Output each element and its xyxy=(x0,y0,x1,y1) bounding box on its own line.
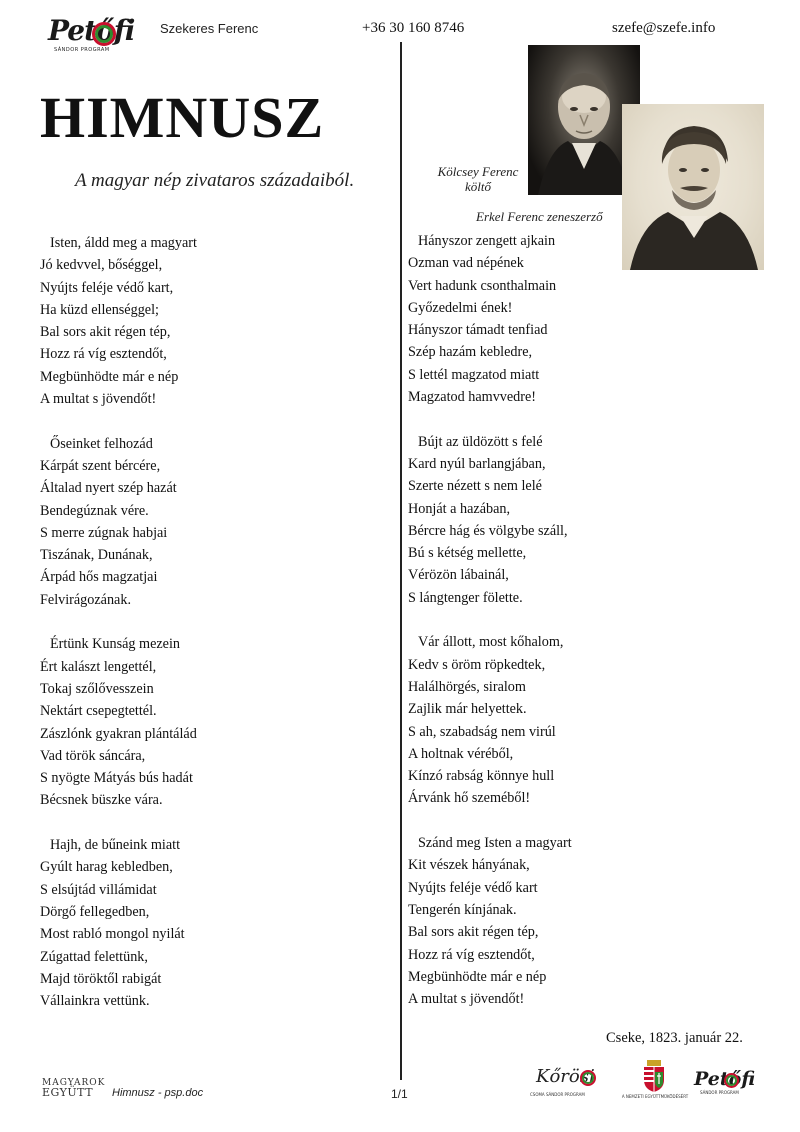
stanza xyxy=(408,230,623,408)
verse-line: Hozz rá víg esztendőt, xyxy=(40,346,167,363)
verse-line: Magzatod hamvvedre! xyxy=(408,389,537,406)
magyarok-egyutt-logo xyxy=(42,1078,106,1098)
verse-line: Bal sors akit régen tép, xyxy=(408,924,539,941)
verse-line: Majd töröktől rabigát xyxy=(40,970,162,987)
kolcsey-caption xyxy=(425,164,531,194)
erkel-portrait xyxy=(622,104,764,270)
header-email[interactable]: szefe@szefe.info xyxy=(612,20,716,36)
verse-line: Zajlik már helyettek. xyxy=(408,701,527,718)
verse-line: Bércre hág és völgybe száll, xyxy=(408,522,568,539)
verse-line: Értünk Kunság mezein xyxy=(50,636,181,653)
verse-line: Bécsnek büszke vára. xyxy=(40,792,163,809)
verse-line: Kard nyúl barlangjában, xyxy=(408,455,546,472)
verse-line: S elsújtád villámidat xyxy=(40,881,157,898)
petofi-logo xyxy=(48,14,158,56)
petofi-logo-text: Petőfi xyxy=(48,14,135,47)
korosi-logo-ring-icon xyxy=(580,1070,596,1086)
verse-line: Vérözön lábainál, xyxy=(408,567,509,584)
crest-subtext: A NEMZETI EGYÜTTMŰKÖDÉSÉRT xyxy=(621,1094,689,1099)
right-verse-column xyxy=(408,230,623,1033)
verse-line: Most rabló mongol nyilát xyxy=(40,926,185,943)
korosi-logo-subtext: CSOMA SÁNDOR PROGRAM xyxy=(530,1092,585,1097)
verse-line: A multat s jövendőt! xyxy=(40,391,157,408)
verse-line: Bal sors akit régen tép, xyxy=(40,324,171,341)
verse-line: Vad török sáncára, xyxy=(40,747,146,764)
verse-line: Hozz rá víg esztendőt, xyxy=(408,946,535,963)
erkel-caption: Erkel Ferenc zeneszerző xyxy=(476,209,603,224)
stanza xyxy=(408,431,623,609)
petofi-logo-ring-icon xyxy=(92,22,116,46)
verse-line: Zúgattad felettünk, xyxy=(40,948,148,965)
verse-line: Általad nyert szép hazát xyxy=(40,480,177,497)
verse-line: Ozman vad népének xyxy=(408,255,524,272)
verse-line: Gyúlt harag kebledben, xyxy=(40,859,173,876)
stanza xyxy=(40,633,385,811)
verse-line: Nyújts feléje védő kart xyxy=(408,879,538,896)
verse-line: Megbünhödte már e nép xyxy=(408,968,547,985)
verse-line: Árvánk hő szeméből! xyxy=(408,790,531,807)
verse-line: Zászlónk gyakran plántálád xyxy=(40,725,197,742)
page-title: HIMNUSZ xyxy=(40,85,325,150)
verse-line: Halálhörgés, siralom xyxy=(408,678,526,695)
stanza xyxy=(40,834,385,1012)
verse-line: Vert hadunk csonthalmain xyxy=(408,277,557,294)
verse-line: Szánd meg Isten a magyart xyxy=(418,835,572,852)
verse-line: Hányszor támadt tenfiad xyxy=(408,322,548,339)
page-subtitle: A magyar nép zivataros századaiból. xyxy=(75,170,355,191)
verse-line: Bú s kétség mellette, xyxy=(408,545,527,562)
verse-line: Szerte nézett s nem lelé xyxy=(408,478,542,495)
header-phone: +36 30 160 8746 xyxy=(362,20,465,36)
verse-line: Honját a hazában, xyxy=(408,500,511,517)
stanza xyxy=(40,232,385,410)
verse-line: Tiszának, Dunának, xyxy=(40,547,153,564)
verse-line: Bújt az üldözött s felé xyxy=(418,433,543,450)
verse-line: Felvirágozának. xyxy=(40,591,131,608)
verse-line: Vállainkra vettünk. xyxy=(40,993,150,1010)
stanza xyxy=(408,631,623,809)
verse-line: Jó kedvvel, bőséggel, xyxy=(40,257,163,274)
verse-line: S lángtenger fölette. xyxy=(408,589,523,606)
verse-line: Ha küzd ellenséggel; xyxy=(40,301,159,318)
magyarok-logo-bottom: EGYÜTT xyxy=(42,1086,94,1099)
verse-line: A holtnak véréből, xyxy=(408,745,514,762)
verse-line: Megbünhödte már e nép xyxy=(40,368,179,385)
kolcsey-caption-name: Kölcsey Ferenc xyxy=(437,164,519,179)
stanza xyxy=(408,832,623,1010)
column-divider xyxy=(400,42,402,1080)
petofi-logo-subtext: SÁNDOR PROGRAM xyxy=(54,47,110,53)
verse-line: Kínzó rabság könnye hull xyxy=(408,768,555,785)
verse-line: Tengerén kínjának. xyxy=(408,901,517,918)
magyarok-logo-top: MAGYAROK xyxy=(42,1078,106,1088)
verse-line: Isten, áldd meg a magyart xyxy=(50,235,197,251)
verse-line: Tokaj szőlővesszein xyxy=(40,680,154,697)
left-verse-column xyxy=(40,232,385,1035)
verse-line: Ért kalászt lengettél, xyxy=(40,658,157,675)
verse-line: S merre zúgnak habjai xyxy=(40,524,168,541)
verse-line: Vár állott, most kőhalom, xyxy=(418,634,564,651)
petofi-footer-logo-text: Petőfi xyxy=(694,1068,756,1090)
petofi-footer-ring-icon xyxy=(724,1073,739,1088)
verse-line: Kedv s öröm röpkedtek, xyxy=(408,656,546,673)
verse-line: Nektárt csepegtettél. xyxy=(40,703,157,720)
verse-line: Árpád hős magzatjai xyxy=(40,569,158,586)
header-author: Szekeres Ferenc xyxy=(160,21,259,36)
verse-line: Nyújts feléje védő kart, xyxy=(40,279,174,296)
verse-line: Hányszor zengett ajkain xyxy=(418,233,556,249)
footer-filename: Himnusz - psp.doc xyxy=(112,1087,204,1099)
hungarian-crest-icon xyxy=(642,1060,666,1092)
verse-line: Hajh, de bűneink miatt xyxy=(50,837,181,854)
hungarian-crest-logo xyxy=(620,1060,690,1108)
verse-line: Szép hazám kebledre, xyxy=(408,344,533,361)
petofi-footer-subtext: SÁNDOR PROGRAM xyxy=(700,1090,739,1095)
erkel-portrait-image xyxy=(622,104,764,270)
footer-page-number: 1/1 xyxy=(391,1087,408,1101)
verse-line: Győzedelmi ének! xyxy=(408,299,513,316)
petofi-footer-logo xyxy=(694,1068,764,1098)
verse-line: Bendegúznak vére. xyxy=(40,502,149,519)
korosi-logo xyxy=(530,1066,602,1100)
korosi-logo-text: Kőrösi xyxy=(536,1066,595,1087)
verse-line: S ah, szabadság nem virúl xyxy=(408,723,556,740)
verse-line: Őseinket felhozád xyxy=(50,435,153,452)
verse-line: Kit vészek hányának, xyxy=(408,857,530,874)
stanza xyxy=(40,433,385,611)
kolcsey-caption-role: költő xyxy=(465,179,491,194)
verse-line: S nyögte Mátyás bús hadát xyxy=(40,770,193,787)
verse-line: S lettél magzatod miatt xyxy=(408,366,540,383)
dateline: Cseke, 1823. január 22. xyxy=(606,1030,743,1046)
verse-line: A multat s jövendőt! xyxy=(408,991,525,1008)
verse-line: Kárpát szent bércére, xyxy=(40,457,161,474)
verse-line: Dörgő fellegedben, xyxy=(40,903,150,920)
